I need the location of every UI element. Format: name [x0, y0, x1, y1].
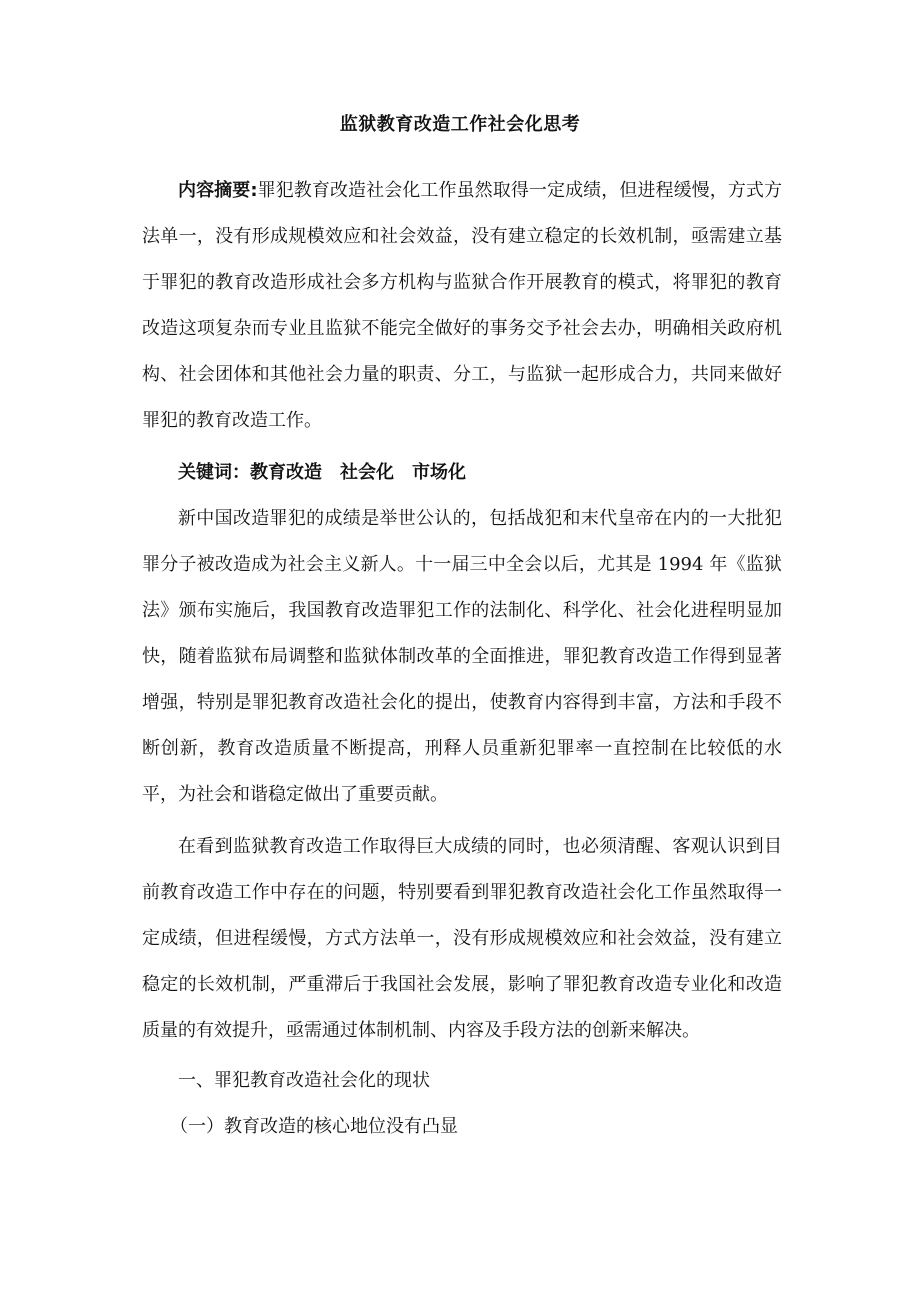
abstract-text: 罪犯教育改造社会化工作虽然取得一定成绩，但进程缓慢，方式方法单一，没有形成规模效应和社会效益，没有建立稳定的长效机制，亟需建立基于罪犯的教育改造形成社会多方机构与监狱合作开展教育的模式，将罪犯的教育改造这项复杂而专业且监狱不能完全做好的事务交予社会去办，明确相关政府机构、社会团体和其他社会力量的职责、分工，与监狱一起形成合力，共同来做好罪犯的教育改造工作。	[142, 180, 783, 431]
subsection-heading: （一）教育改造的核心地位没有凸显	[170, 1116, 458, 1137]
keywords-line: 关键词：教育改造 社会化 市场化	[178, 462, 466, 483]
body-paragraph-1: 新中国改造罪犯的成绩是举世公认的，包括战犯和末代皇帝在内的一大批犯罪分子被改造成为社会主义新人。十一届三中全会以后，尤其是 1994 年《监狱法》颁布实施后，我国教育改造罪犯工作的法制化、科学化、社会化进程明显加快，随着监狱布局调整和监狱体制改革的全面推进，罪犯教育改造工作得到显著增强，特别是罪犯教育改造社会化的提出，使教育内容得到丰富，方法和手段不断创新，教育改造质量不断提高，刑释人员重新犯罪率一直控制在比较低的水平，为社会和谐稳定做出了重要贡献。	[142, 508, 782, 805]
abstract-label: 内容摘要:	[178, 180, 258, 201]
body-paragraph-2: 在看到监狱教育改造工作取得巨大成绩的同时，也必须清醒、客观认识到目前教育改造工作中存在的问题，特别要看到罪犯教育改造社会化工作虽然取得一定成绩，但进程缓慢，方式方法单一，没有形成规模效应和社会效益，没有建立稳定的长效机制，严重滞后于我国社会发展，影响了罪犯教育改造专业化和改造质量的有效提升，亟需通过体制机制、内容及手段方法的创新来解决。	[142, 836, 782, 1041]
document-title: 监狱教育改造工作社会化思考	[339, 114, 581, 135]
abstract-paragraph	[142, 168, 782, 444]
section-heading: 一、罪犯教育改造社会化的现状	[178, 1070, 430, 1091]
